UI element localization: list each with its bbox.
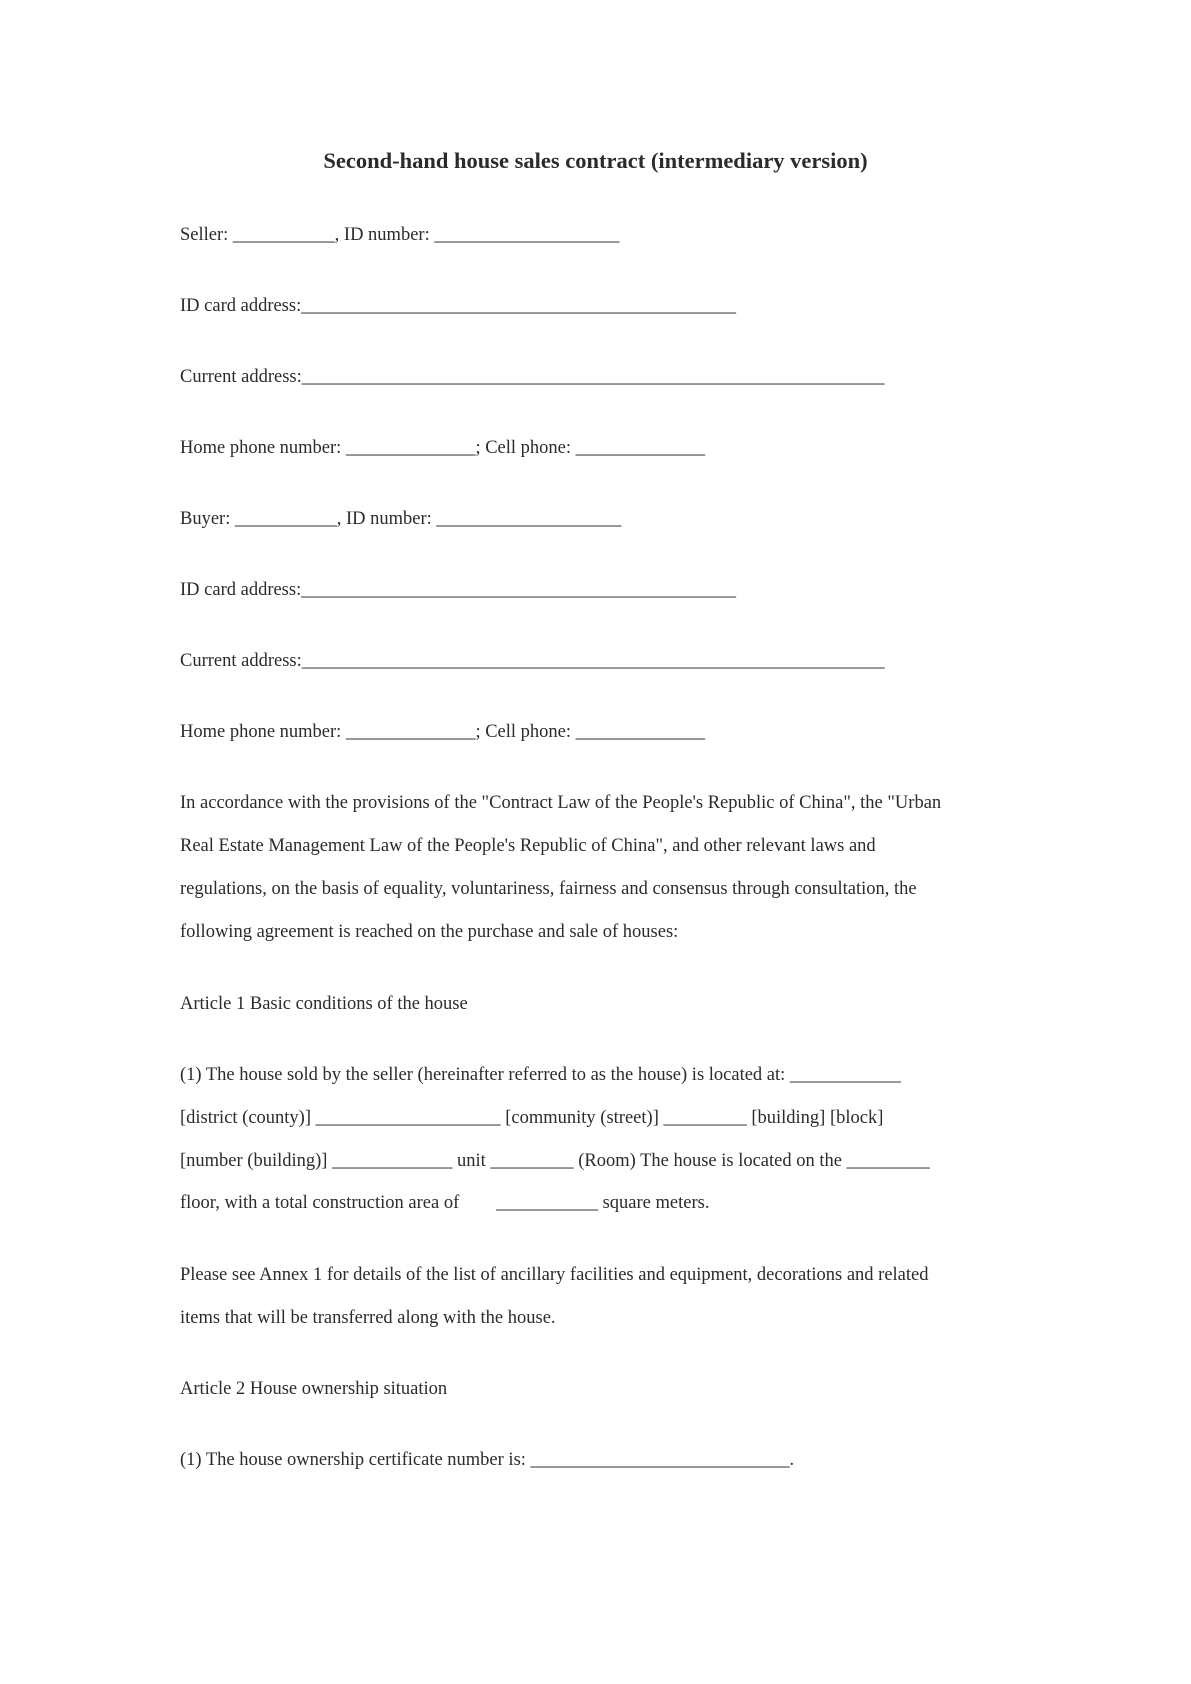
seller-id-card-address-line: ID card address:_______________________________________________ [180,296,736,316]
buyer-phone-line: Home phone number: ______________; Cell phone: ______________ [180,722,706,742]
annex-note-line: Please see Annex 1 for details of the list of ancillary facilities and equipment, decorations and related [180,1265,929,1285]
buyer-id-card-address-line: ID card address:_______________________________________________ [180,580,736,600]
article-1-clause-line: [district (county)] ____________________ [community (street)] _________ [building] [block] [180,1108,884,1128]
seller-current-address-line: Current address:_______________________________________________________________ [180,367,885,387]
preamble-line: regulations, on the basis of equality, voluntariness, fairness and consensus through consultation, the [180,879,917,899]
seller-phone-line: Home phone number: ______________; Cell phone: ______________ [180,438,706,458]
article-1-heading: Article 1 Basic conditions of the house [180,994,468,1014]
preamble-line: Real Estate Management Law of the People's Republic of China", and other relevant laws and [180,836,876,856]
article-1-clause-line: (1) The house sold by the seller (hereinafter referred to as the house) is located at: ____________ [180,1065,901,1085]
annex-note-line: items that will be transferred along with the house. [180,1308,556,1328]
preamble-line: In accordance with the provisions of the "Contract Law of the People's Republic of China", the "Urban [180,793,942,813]
buyer-name-id-line: Buyer: ___________, ID number: ____________________ [180,509,622,529]
article-1-clause-line: floor, with a total construction area of ___________ square meters. [180,1193,710,1213]
buyer-current-address-line: Current address:_______________________________________________________________ [180,651,885,671]
document-title: Second-hand house sales contract (intermediary version) [323,148,868,173]
article-1-clause-line: [number (building)] _____________ unit _________ (Room) The house is located on the _________ [180,1151,930,1171]
ownership-certificate-line: (1) The house ownership certificate number is: ____________________________. [180,1450,795,1470]
article-2-heading: Article 2 House ownership situation [180,1379,448,1399]
preamble-line: following agreement is reached on the purchase and sale of houses: [180,922,679,942]
seller-name-id-line: Seller: ___________, ID number: ____________________ [180,225,620,245]
